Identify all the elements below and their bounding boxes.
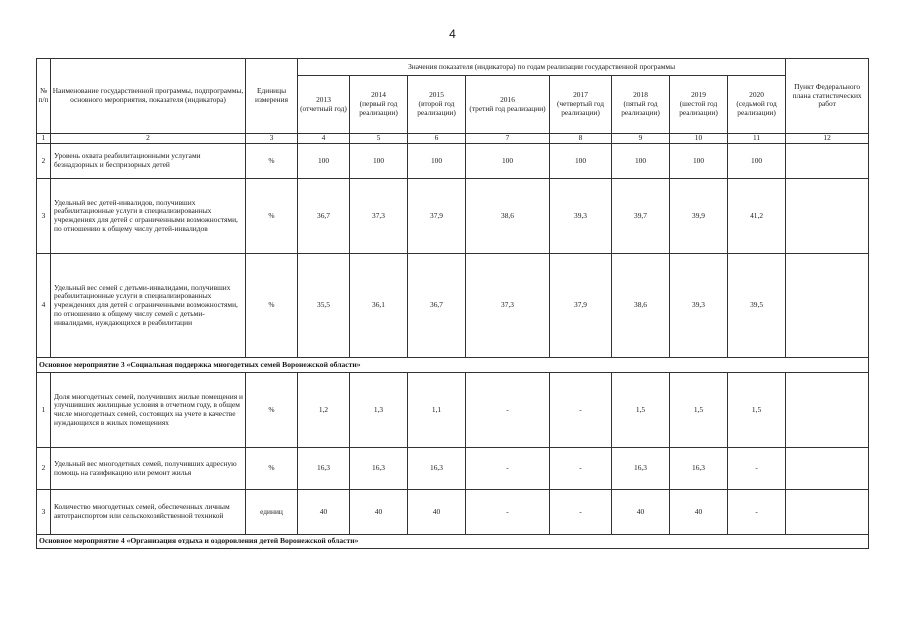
year-description: (шестой год реализации): [679, 99, 718, 117]
indicator-name: Удельный вес семей с детьми-инвалидами, получивших реабилитационные услуги в специализированных учреждениях для детей с ограниченными возможностями, по отношению к общему числу семей с детьми-инвалидами, нуждающихся в реабилитации: [51, 254, 246, 358]
header-values-group: Значения показателя (индикатора) по годам реализации государственной программы: [298, 59, 786, 76]
value-cell: 1,5: [728, 373, 786, 448]
value-cell: -: [466, 490, 550, 535]
column-number: 7: [466, 134, 550, 144]
header-fed-plan: Пункт Федерального плана статистических работ: [786, 59, 869, 134]
value-cell: -: [550, 448, 612, 490]
value-cell: 16,3: [612, 448, 670, 490]
year-description: (второй год реализации): [417, 99, 456, 117]
value-cell: 100: [612, 144, 670, 179]
value-cell: 100: [298, 144, 350, 179]
value-cell: -: [728, 490, 786, 535]
column-number: 12: [786, 134, 869, 144]
header-num: № п/п: [37, 59, 51, 134]
column-number: 1: [37, 134, 51, 144]
indicator-name: Удельный вес многодетных семей, получивших адресную помощь на газификацию или ремонт жилья: [51, 448, 246, 490]
unit-cell: %: [246, 144, 298, 179]
value-cell: 40: [350, 490, 408, 535]
column-number: 3: [246, 134, 298, 144]
header-name: Наименование государственной программы, подпрограммы, основного мероприятия, показателя (индикатора): [51, 59, 246, 134]
column-number: 4: [298, 134, 350, 144]
unit-cell: единиц: [246, 490, 298, 535]
fed-plan-cell: [786, 144, 869, 179]
table-row: [37, 373, 869, 448]
row-number: 3: [37, 179, 51, 254]
year-description: (четвертый год реализации): [556, 99, 605, 117]
fed-plan-cell: [786, 179, 869, 254]
year-description: (отчетный год): [300, 103, 347, 113]
value-cell: 39,3: [670, 254, 728, 358]
year-value: 2018: [633, 90, 648, 100]
table-row: [37, 179, 869, 254]
year-value: 2014: [371, 90, 386, 100]
column-number: 6: [408, 134, 466, 144]
page-number: 4: [449, 27, 456, 41]
year-value: 2016: [500, 94, 515, 104]
indicator-name: Уровень охвата реабилитационными услугами безнадзорных и беспризорных детей: [51, 144, 246, 179]
fed-plan-cell: [786, 254, 869, 358]
value-cell: 37,9: [550, 254, 612, 358]
fed-plan-cell: [786, 448, 869, 490]
year-header: [728, 76, 786, 134]
value-cell: -: [550, 490, 612, 535]
value-cell: 35,5: [298, 254, 350, 358]
value-cell: 1,3: [350, 373, 408, 448]
year-description: (третий год реализации): [469, 103, 546, 113]
section-row: [37, 358, 869, 373]
value-cell: -: [466, 448, 550, 490]
year-value: 2017: [573, 90, 588, 100]
value-cell: 40: [408, 490, 466, 535]
table-row: [37, 490, 869, 535]
section-3-title: Основное мероприятие 3 «Социальная поддержка многодетных семей Воронежской области»: [37, 358, 869, 373]
table-row: [37, 254, 869, 358]
value-cell: 100: [408, 144, 466, 179]
value-cell: 100: [728, 144, 786, 179]
column-number: 8: [550, 134, 612, 144]
value-cell: 1,2: [298, 373, 350, 448]
fed-plan-cell: [786, 373, 869, 448]
value-cell: 100: [670, 144, 728, 179]
value-cell: 100: [466, 144, 550, 179]
value-cell: 39,5: [728, 254, 786, 358]
value-cell: 100: [550, 144, 612, 179]
value-cell: 36,1: [350, 254, 408, 358]
value-cell: 38,6: [466, 179, 550, 254]
column-number: 11: [728, 134, 786, 144]
row-number: 4: [37, 254, 51, 358]
section-row: [37, 535, 869, 549]
table-row: [37, 144, 869, 179]
value-cell: 1,5: [612, 373, 670, 448]
indicator-name: Доля многодетных семей, получивших жилые помещения и улучшивших жилищные условия в отчетном году, в общем числе многодетных семей, состоящих на учете в качестве нуждающихся в жилых помещениях: [51, 373, 246, 448]
column-number: 2: [51, 134, 246, 144]
value-cell: 40: [670, 490, 728, 535]
indicator-rows-part2: [37, 373, 869, 535]
column-number: 5: [350, 134, 408, 144]
value-cell: -: [466, 373, 550, 448]
year-header: [350, 76, 408, 134]
section-4-title: Основное мероприятие 4 «Организация отдыха и оздоровления детей Воронежской области»: [37, 535, 869, 549]
row-number: 1: [37, 373, 51, 448]
value-cell: -: [728, 448, 786, 490]
year-value: 2015: [429, 90, 444, 100]
value-cell: 16,3: [408, 448, 466, 490]
year-description: (пятый год реализации): [621, 99, 660, 117]
value-cell: 40: [612, 490, 670, 535]
fed-plan-cell: [786, 490, 869, 535]
year-header: [408, 76, 466, 134]
indicator-name: Количество многодетных семей, обеспеченных личным автотранспортом или сельскохозяйственной техникой: [51, 490, 246, 535]
year-value: 2019: [691, 90, 706, 100]
value-cell: 16,3: [350, 448, 408, 490]
unit-cell: %: [246, 254, 298, 358]
year-description: (первый год реализации): [359, 99, 398, 117]
value-cell: 37,3: [350, 179, 408, 254]
value-cell: 39,7: [612, 179, 670, 254]
row-number: 2: [37, 144, 51, 179]
column-number: 10: [670, 134, 728, 144]
year-header: [612, 76, 670, 134]
value-cell: 38,6: [612, 254, 670, 358]
value-cell: 40: [298, 490, 350, 535]
value-cell: 36,7: [408, 254, 466, 358]
value-cell: 37,9: [408, 179, 466, 254]
value-cell: 41,2: [728, 179, 786, 254]
unit-cell: %: [246, 448, 298, 490]
value-cell: 16,3: [670, 448, 728, 490]
column-number-row: [37, 134, 869, 144]
year-value: 2020: [749, 90, 764, 100]
value-cell: 100: [350, 144, 408, 179]
value-cell: 1,5: [670, 373, 728, 448]
row-number: 2: [37, 448, 51, 490]
indicator-rows-part1: [37, 144, 869, 358]
value-cell: -: [550, 373, 612, 448]
indicators-table: [36, 58, 869, 549]
unit-cell: %: [246, 373, 298, 448]
column-number: 9: [612, 134, 670, 144]
year-header: [550, 76, 612, 134]
year-value: 2013: [316, 94, 331, 104]
year-description: (седьмой год реализации): [736, 99, 777, 117]
header-row-top: [37, 59, 869, 76]
value-cell: 37,3: [466, 254, 550, 358]
table-row: [37, 448, 869, 490]
value-cell: 1,1: [408, 373, 466, 448]
value-cell: 16,3: [298, 448, 350, 490]
indicator-name: Удельный вес детей-инвалидов, получивших реабилитационные услуги в специализированных учреждениях для детей с ограниченными возможностями, по отношению к общему числу детей-инвалидов: [51, 179, 246, 254]
header-unit: Единицы измерения: [246, 59, 298, 134]
value-cell: 39,9: [670, 179, 728, 254]
row-number: 3: [37, 490, 51, 535]
year-header: [466, 76, 550, 134]
year-header: [670, 76, 728, 134]
year-header: [298, 76, 350, 134]
value-cell: 36,7: [298, 179, 350, 254]
unit-cell: %: [246, 179, 298, 254]
value-cell: 39,3: [550, 179, 612, 254]
